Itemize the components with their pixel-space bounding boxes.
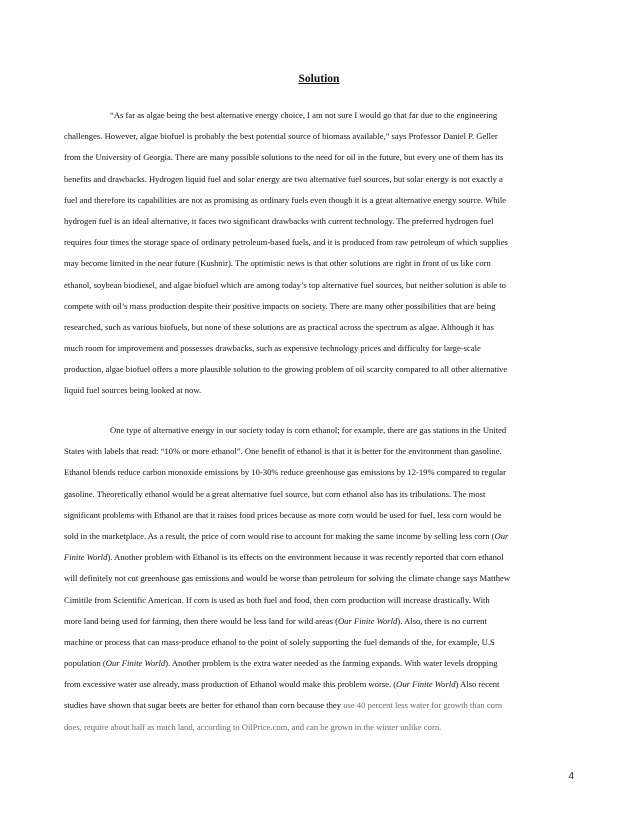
page-number: 4 — [568, 771, 574, 782]
text-line: sold in the marketplace. As a result, the price of corn would rise to account for making the same income by selling less corn (Our — [64, 530, 509, 541]
text-line: from the University of Georgia. There are many possible solutions to the need for oil in the future, but every one of them has its — [64, 152, 504, 163]
text-line: One type of alternative energy in our society today is corn ethanol; for example, there are gas stations in the United — [110, 425, 507, 435]
text-line: “As far as algae being the best alternative energy choice, I am not sure I would go that far due to the engineering — [110, 110, 498, 120]
text-line: from excessive water use already, mass production of Ethanol would make this problem worse. (Our Finite World) Also recent — [64, 679, 500, 690]
text-line: population (Our Finite World). Another problem is the extra water needed as the farming expands. With water levels dropping — [64, 658, 498, 669]
paragraph-1 — [64, 105, 574, 402]
text-line: hydrogen fuel is an ideal alternative, it faces two significant drawbacks with current technology. The preferred hydrogen fuel — [64, 215, 494, 226]
text-line: liquid fuel sources being looked at now. — [64, 385, 202, 396]
text-line: requires four times the storage space of ordinary petroleum-based fuels, and it is produced from raw petroleum of which supplies — [64, 237, 508, 248]
section-title: Solution — [298, 73, 340, 85]
text-line: fuel and therefore its capabilities are not as promising as ordinary fuels even though it is a great alternative energy source. While — [64, 194, 507, 205]
text-line: does, require about half as much land, according to OilPrice.com, and can be grown in the winter unlike corn. — [64, 721, 442, 732]
text-line: researched, such as various biofuels, but none of these solutions are as practical across the spectrum as algae. Although it has — [64, 321, 494, 332]
text-line: significant problems with Ethanol are that it raises food prices because as more corn would be used for fuel, less corn would be — [64, 509, 502, 520]
text-line: challenges. However, algae biofuel is probably the best potential source of biomass available,” says Professor Daniel P. Geller — [64, 131, 498, 142]
text-line: benefits and drawbacks. Hydrogen liquid fuel and solar energy are two alternative fuel sources, but solar energy is not exactly a — [64, 173, 503, 184]
text-line: States with labels that read: “10% or more ethanol”. One benefit of ethanol is that it is better for the environment than gasoline. — [64, 446, 502, 457]
text-line: studies have shown that sugar beets are better for ethanol than corn because they use 40 percent less water for growth than corn — [64, 700, 503, 711]
text-line: production, algae biofuel offers a more plausible solution to the growing problem of oil scarcity compared to all other alternative — [64, 364, 508, 375]
text-line: Finite World). Another problem with Ethanol is its effects on the environment because it was recently reported that corn ethanol — [64, 552, 504, 563]
text-line: gasoline. Theoretically ethanol would be a great alternative fuel source, but corn ethanol also has its tribulations. The most — [64, 488, 486, 499]
text-line: ethanol, soybean biodiesel, and algae biofuel which are among today’s top alternative fuel sources, but neither solution is able to — [64, 279, 506, 290]
paragraph-2 — [64, 420, 574, 738]
text-line: compete with oil’s mass production despite their positive impacts on society. There are many other possibilities that are being — [64, 300, 496, 311]
text-line: much room for improvement and possesses drawbacks, such as expensive technology prices and difficulty for large-scale — [64, 343, 481, 354]
text-line: Cimitile from Scientific American. If corn is used as both fuel and food, then corn production will increase drastically. With — [64, 594, 490, 605]
text-line: Ethanol blends reduce carbon monoxide emissions by 10-30% reduce greenhouse gas emissions by 12-19% compared to regular — [64, 467, 506, 478]
text-line: will definitely not cut greenhouse gas emissions and would be worse than petroleum for solving the climate change says Matthew — [64, 573, 511, 584]
text-line: machine or process that can mass-produce ethanol to the point of solely supporting the fuel demands of the, for example, U.S — [64, 636, 495, 647]
text-line: more land being used for farming, then there would be less land for wild areas (Our Finite World). Also, there is no current — [64, 615, 487, 626]
text-line: may become limited in the near future (Kushnir). The optimistic news is that other solutions are right in front of us like corn — [64, 258, 491, 269]
